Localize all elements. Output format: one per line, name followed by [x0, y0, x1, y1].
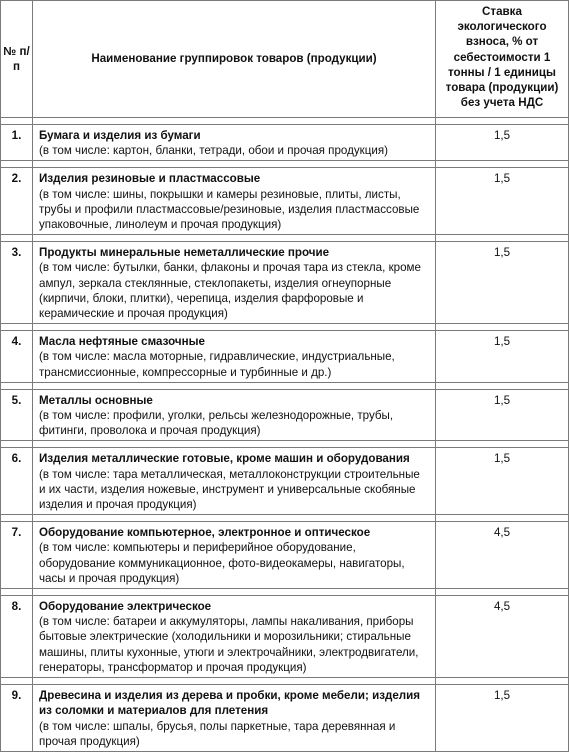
spacer-cell	[436, 382, 569, 389]
spacer-cell	[436, 118, 569, 125]
spacer-cell	[436, 324, 569, 331]
spacer-cell	[33, 515, 436, 522]
product-group-description: (в том числе: компьютеры и периферийное оборудование, оборудование коммуникационное, фото-видеокамеры, навигаторы, часы и прочая продукция)	[39, 541, 405, 585]
row-spacer	[1, 324, 569, 331]
row-spacer	[1, 589, 569, 596]
row-number: 1.	[1, 125, 33, 161]
row-number: 3.	[1, 242, 33, 324]
product-group-cell	[33, 242, 436, 324]
product-group-description: (в том числе: профили, уголки, рельсы железнодорожные, трубы, фитинги, проволока и прочая продукция)	[39, 409, 394, 438]
spacer-cell	[33, 118, 436, 125]
spacer-cell	[1, 441, 33, 448]
product-group-cell	[33, 596, 436, 678]
product-group-title: Изделия резиновые и пластмассовые	[39, 172, 261, 186]
fee-rate: 1,5	[436, 389, 569, 441]
product-group-description: (в том числе: бутылки, банки, флаконы и прочая тара из стекла, кроме ампул, зеркала стеклянные, стеклопакеты, изделия огнеупорные (кирпичи, блоки, плитки), черепица, изделия фарфоровые и керамические и прочая продукция)	[39, 261, 421, 321]
product-group-title: Металлы основные	[39, 393, 153, 407]
row-number: 9.	[1, 685, 33, 752]
spacer-cell	[1, 161, 33, 168]
table-row	[1, 448, 569, 515]
product-group-description: (в том числе: батареи и аккумуляторы, лампы накаливания, приборы бытовые электрические (холодильники и морозильники; стиральные машины, плиты кухонные, утюги и электрочайники, электродвигатели, генераторы, трансформатор и прочая продукция)	[39, 615, 419, 674]
table-row	[1, 125, 569, 161]
spacer-cell	[33, 441, 436, 448]
product-group-cell	[33, 522, 436, 589]
table-row	[1, 168, 569, 235]
spacer-cell	[436, 441, 569, 448]
spacer-cell	[1, 515, 33, 522]
product-group-title: Древесина и изделия из дерева и пробки, кроме мебели; изделия из соломки и материалов для плетения	[39, 689, 421, 718]
fee-rate: 1,5	[436, 331, 569, 383]
product-group-title: Оборудование электрическое	[39, 600, 212, 614]
product-group-cell	[33, 125, 436, 161]
spacer-cell	[436, 515, 569, 522]
table-row	[1, 596, 569, 678]
spacer-cell	[436, 589, 569, 596]
product-group-title: Бумага и изделия из бумаги	[39, 129, 201, 142]
row-number: 7.	[1, 522, 33, 589]
product-group-title: Оборудование компьютерное, электронное и оптическое	[39, 526, 371, 540]
product-group-cell	[33, 448, 436, 515]
spacer-cell	[33, 161, 436, 168]
fee-rate: 1,5	[436, 685, 569, 752]
spacer-cell	[1, 678, 33, 685]
fee-rate: 1,5	[436, 125, 569, 161]
fee-rate: 4,5	[436, 522, 569, 589]
table-row	[1, 522, 569, 589]
row-number: 6.	[1, 448, 33, 515]
product-group-description: (в том числе: шпалы, брусья, полы паркетные, тара деревянная и прочая продукция)	[39, 719, 396, 748]
header-rate: Ставка экологического взноса, % от себестоимости 1 тонны / 1 единицы товара (продукции) без учета НДС	[436, 1, 569, 118]
spacer-cell	[436, 678, 569, 685]
row-number: 4.	[1, 331, 33, 383]
product-group-cell	[33, 685, 436, 752]
product-group-description: (в том числе: шины, покрышки и камеры резиновые, плиты, листы, трубы и профили пластмассовые/резиновые, изделия пластмассовые упаковочные, линолеум и прочая продукция)	[39, 187, 420, 232]
fee-rate: 1,5	[436, 448, 569, 515]
spacer-cell	[1, 235, 33, 242]
table-body	[1, 1, 569, 752]
row-spacer	[1, 382, 569, 389]
spacer-cell	[1, 118, 33, 125]
spacer-cell	[1, 382, 33, 389]
table-row	[1, 242, 569, 324]
spacer-cell	[33, 382, 436, 389]
table-header-row	[1, 1, 569, 118]
product-group-cell	[33, 331, 436, 383]
table-row	[1, 685, 569, 752]
fee-rate: 1,5	[436, 168, 569, 235]
product-group-cell	[33, 168, 436, 235]
product-group-description: (в том числе: картон, бланки, тетради, обои и прочая продукция)	[39, 144, 388, 158]
header-name: Наименование группировок товаров (продукции)	[33, 1, 436, 118]
row-number: 2.	[1, 168, 33, 235]
row-spacer	[1, 441, 569, 448]
spacer-cell	[1, 324, 33, 331]
table-row	[1, 389, 569, 441]
row-number: 8.	[1, 596, 33, 678]
spacer-cell	[33, 235, 436, 242]
spacer-cell	[436, 235, 569, 242]
row-spacer	[1, 235, 569, 242]
row-spacer	[1, 678, 569, 685]
fee-rate: 4,5	[436, 596, 569, 678]
row-number: 5.	[1, 389, 33, 441]
table-row	[1, 331, 569, 383]
spacer-cell	[33, 324, 436, 331]
product-group-title: Масла нефтяные смазочные	[39, 335, 205, 349]
product-group-title: Продукты минеральные неметаллические прочие	[39, 246, 330, 260]
product-group-description: (в том числе: масла моторные, гидравлические, индустриальные, трансмиссионные, компрессорные и турбинные и др.)	[39, 350, 395, 379]
product-group-description: (в том числе: тара металлическая, металлоконструкции строительные и их части, изделия ножевые, инструмент и универсальные скобяные изделия и прочая продукция)	[39, 467, 420, 512]
header-num: № п/п	[1, 1, 33, 118]
spacer-cell	[33, 589, 436, 596]
row-spacer	[1, 161, 569, 168]
spacer-cell	[436, 161, 569, 168]
row-spacer	[1, 515, 569, 522]
spacer-cell	[1, 589, 33, 596]
row-spacer	[1, 118, 569, 125]
spacer-cell	[33, 678, 436, 685]
product-group-cell	[33, 389, 436, 441]
fee-rate: 1,5	[436, 242, 569, 324]
product-group-title: Изделия металлические готовые, кроме машин и оборудования	[39, 452, 410, 466]
